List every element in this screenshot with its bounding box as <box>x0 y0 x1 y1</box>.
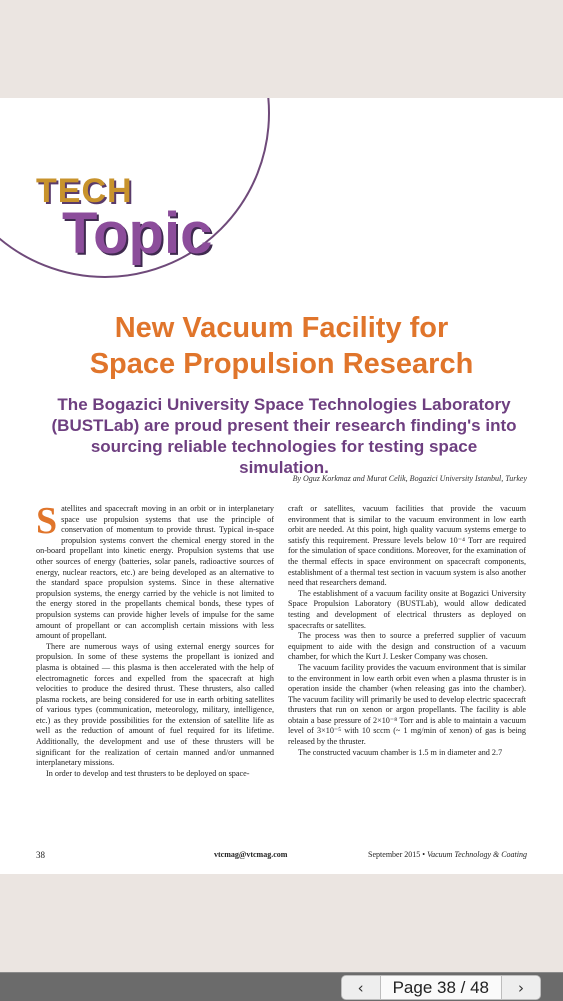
next-page-button[interactable] <box>501 976 540 999</box>
footer-page-number: 38 <box>36 850 45 860</box>
footer-url: vtcmag@vtcmag.com <box>214 850 288 859</box>
chevron-left-icon: ‹ <box>357 978 364 997</box>
drop-cap: S <box>36 500 58 542</box>
viewer-toolbar <box>0 972 563 1001</box>
paragraph: In order to develop and test thrusters to be deployed on space- <box>46 768 250 778</box>
left-column <box>36 500 274 779</box>
page-indicator: Page 38 / 48 <box>381 976 501 999</box>
footer-bullet: • <box>422 850 426 859</box>
topic-logo-text: Topic <box>62 201 213 266</box>
paragraph: There are numerous ways of using external energy sources for propulsion. In some of these systems the propellant is ionized and plasma is obtained — this plasma is then accelerated with the help of electromagnetic forces and expelled from the spacecraft at high velocities to produce the desired thrust. These thrusters, also called plasma rockets, are being considered for use in earth orbiting satellites of various types (communication, meteorology, military, intelligence, etc.) as they provide possibilities for the extension of satellite life as well as the reduction of amount of fuel required for its lifetime. Additionally, the development and use of these thrusters will be significant for the realization of certain manned and/or unmanned interplanetary missions. <box>36 641 274 768</box>
chevron-right-icon: › <box>518 978 524 997</box>
article-title-line1: New Vacuum Facility for <box>114 312 449 344</box>
footer-date: September 2015 <box>368 850 421 859</box>
paragraph: The process was then to source a preferred supplier of vacuum equipment to aide with the design and construction of a vacuum chamber, for which the Kurt J. Lesker Company was chosen. <box>288 631 526 662</box>
article-title-line2: Space Propulsion Research <box>89 348 474 380</box>
magazine-page <box>0 98 563 874</box>
paragraph: The constructed vacuum chamber is 1.5 m in diameter and 2.7 <box>298 747 503 757</box>
right-column <box>288 504 526 758</box>
paragraph: Satellites and spacecraft moving in an orbit or in interplanetary space use propulsion systems that use the principle of conservation of momentum to provide thrust. Typical in-space propulsion systems convert the chemical energy stored in the on-board propellant into kinetic energy. Propulsion systems that use other sources of energy (batteries, solar panels, radioactive sources of energy, nuclear reactors, etc.) are being developed as an alternative to the standard space propulsion systems. Since in these alternative propulsion systems, the energy carried by the vehicle is not limited to the energy stored in the propellants chemical bonds, these types of propulsion systems can provide higher levels of impulse for the same amount of propellant or can accomplish certain missions with less amount of propellant. <box>36 500 274 641</box>
tech-logo-text: TECH <box>36 172 133 210</box>
page-navigation <box>341 975 541 1000</box>
article-subtitle: The Bogazici University Space Technologies Laboratory (BUSTLab) are proud present their research finding's into sourcing reliable technologies for testing space simulation. <box>51 395 517 477</box>
paragraph: The establishment of a vacuum facility onsite at Bogazici University Space Propulsion Laboratory (BUSTLab), would allow dedicated testing and development of electrical thrusters as deployed on spacecrafts or satellites. <box>288 588 526 630</box>
paragraph: craft or satellites, vacuum facilities that provide the vacuum environment that is similar to the vacuum environment in low earth orbit are needed. At this point, high quality vacuum systems emerge to satisfy this requirement. Pressure levels below 10⁻⁴ Torr are required for the simulation of space conditions. Moreover, for the examination of the thermal effects in space environment on spacecraft components, establishment of a thermal test section in vacuum system is also another need that researchers demand. <box>288 504 526 588</box>
paragraph: The vacuum facility provides the vacuum environment that is similar to the environment in low earth orbit even when a plasma thruster is in operation inside the chamber (when releasing gas into the chamber). The vacuum facility will primarily be used to develop electric spacecraft thrusters that run on xenon or argon propellants. The facility is able obtain a base pressure of 2×10⁻⁸ Torr and is able to maintain a vacuum level of 3×10⁻⁵ with 10 sccm (~ 1 mg/min of xenon) of gas is being released by the thruster. <box>288 662 526 747</box>
footer-publication <box>368 850 527 859</box>
prev-page-button[interactable] <box>342 976 381 999</box>
article-byline: By Oguz Korkmaz and Murat Celik, Bogazici University Istanbul, Turkey <box>292 474 527 483</box>
article-title <box>0 310 563 382</box>
footer-magazine: Vacuum Technology & Coating <box>427 850 527 859</box>
